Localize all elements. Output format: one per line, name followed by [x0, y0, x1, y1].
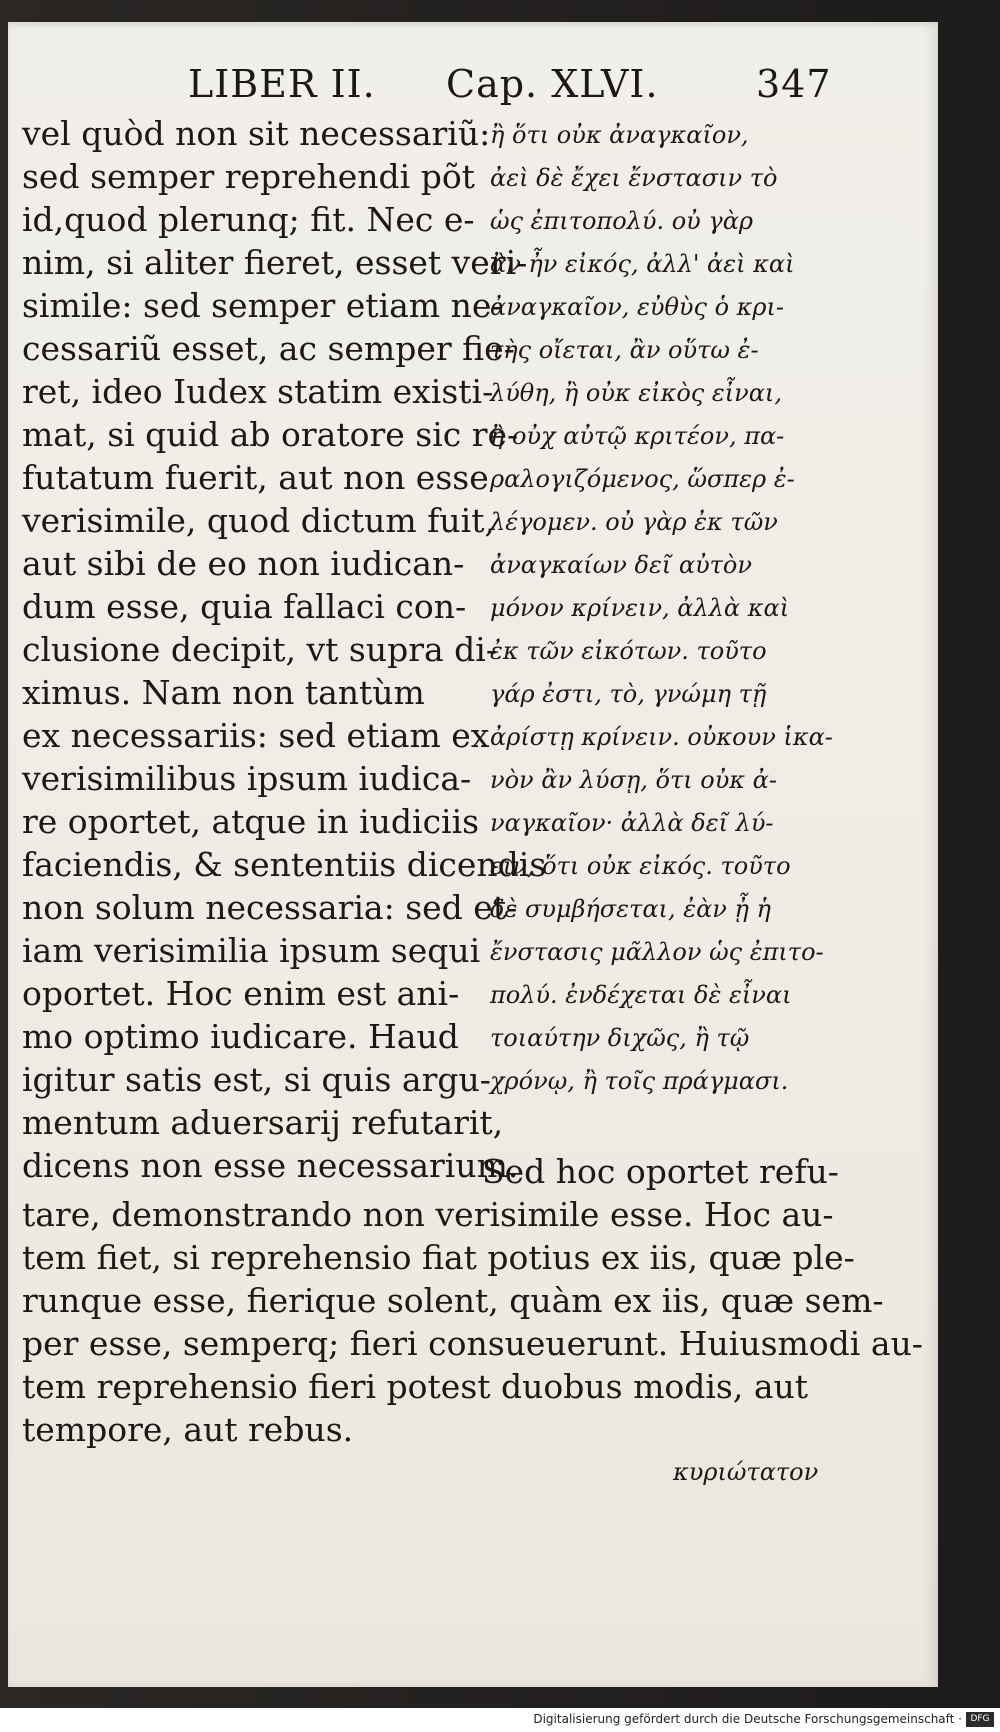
- text-line: per esse, semperq; fieri consueuerunt. Huiusmodi au-: [22, 1324, 923, 1363]
- greek-line: γάρ ἐστι, τὸ, γνώμη τῇ: [490, 680, 767, 708]
- dfg-logo: DFG: [966, 1712, 994, 1727]
- latin-line: cessariũ esset, ac semper fie-: [22, 329, 515, 368]
- greek-line: τὴς οἴεται, ἂν οὕτω ἐ-: [490, 336, 759, 364]
- greek-line: ἢ οὐχ αὐτῷ κριτέον, πα-: [490, 422, 785, 450]
- latin-line: verisimilibus ipsum iudica-: [22, 759, 472, 798]
- latin-line: verisimile, quod dictum fuit,: [22, 501, 495, 540]
- text-line: Sed hoc oportet refu-: [482, 1152, 839, 1191]
- latin-line: non solum necessaria: sed et-: [22, 888, 518, 927]
- greek-column: [490, 114, 833, 1103]
- latin-line: dum esse, quia fallaci con-: [22, 587, 467, 626]
- catchword: κυριώτατον: [673, 1458, 819, 1486]
- latin-line: faciendis, & sententiis dicendis: [22, 845, 547, 884]
- latin-line: aut sibi de eo non iudican-: [22, 544, 465, 583]
- greek-line: δὲ συμβήσεται, ἐὰν ᾖ ἡ: [490, 895, 771, 923]
- latin-line: futatum fuerit, aut non esse: [22, 458, 489, 497]
- text-line: tem reprehensio fieri potest duobus modis, aut: [22, 1367, 809, 1406]
- greek-line: χρόνῳ, ἢ τοῖς πράγμασι.: [490, 1067, 789, 1095]
- text-line: tem fiet, si reprehensio fiat potius ex iis, quæ ple-: [22, 1238, 855, 1277]
- greek-line: μόνον κρίνειν, ἀλλὰ καὶ: [490, 594, 790, 622]
- greek-line: ειν, ὅτι οὐκ εἰκός. τοῦτο: [490, 852, 791, 880]
- latin-line: ret, ideo Iudex statim existi-: [22, 372, 494, 411]
- full-width-paragraph: [22, 1150, 923, 1451]
- latin-line: sed semper reprehendi põt: [22, 157, 475, 196]
- latin-line: igitur satis est, si quis argu-: [22, 1060, 491, 1099]
- greek-line: πολύ. ἐνδέχεται δὲ εἶναι: [490, 981, 792, 1009]
- header-chapter: Cap. XLVI.: [446, 62, 659, 106]
- greek-line: ἀναγκαῖον, εὐθὺς ὁ κρι-: [490, 293, 785, 321]
- digitization-footer: [0, 1708, 1000, 1732]
- latin-line: simile: sed semper etiam ne-: [22, 286, 503, 325]
- greek-line: ἂν ἦν εἰκός, ἀλλ' ἀεὶ καὶ: [490, 250, 795, 278]
- greek-line: ἀεὶ δὲ ἔχει ἔνστασιν τὸ: [490, 164, 778, 192]
- greek-line: λέγομεν. οὐ γὰρ ἐκ τῶν: [490, 508, 778, 536]
- latin-line: mentum aduersarij refutarit,: [22, 1103, 504, 1142]
- text-line: tare, demonstrando non verisimile esse. Hoc au-: [22, 1195, 834, 1234]
- latin-line: mo optimo iudicare. Haud: [22, 1017, 459, 1056]
- greek-line: ὡς ἐπιτοπολύ. οὐ γὰρ: [490, 207, 754, 235]
- header-book: LIBER II.: [188, 62, 376, 106]
- page-number: 347: [756, 62, 832, 106]
- greek-line: λύθη, ἢ οὐκ εἰκὸς εἶναι,: [490, 379, 782, 407]
- latin-line: ex necessariis: sed etiam ex: [22, 716, 490, 755]
- greek-line: ραλογιζόμενος, ὥσπερ ἐ-: [490, 465, 795, 493]
- latin-line: vel quòd non sit necessariũ:: [22, 114, 491, 153]
- greek-line: νὸν ἂν λύσῃ, ὅτι οὐκ ἀ-: [490, 766, 777, 794]
- greek-line: τοιαύτην διχῶς, ἢ τῷ: [490, 1024, 750, 1052]
- latin-line: re oportet, atque in iudiciis: [22, 802, 480, 841]
- latin-line: iam verisimilia ipsum sequi: [22, 931, 481, 970]
- latin-line: ximus. Nam non tantùm: [22, 673, 425, 712]
- latin-line: oportet. Hoc enim est ani-: [22, 974, 460, 1013]
- greek-line: ἐκ τῶν εἰκότων. τοῦτο: [490, 637, 767, 665]
- greek-line: ναγκαῖον· ἀλλὰ δεῖ λύ-: [490, 809, 774, 837]
- latin-line: clusione decipit, vt supra di-: [22, 630, 498, 669]
- text-line: tempore, aut rebus.: [22, 1410, 354, 1449]
- greek-line: ἔνστασις μᾶλλον ὡς ἐπιτο-: [490, 938, 824, 966]
- greek-line: ἀναγκαίων δεῖ αὐτὸν: [490, 551, 752, 579]
- greek-line: ἢ ὅτι οὐκ ἀναγκαῖον,: [490, 121, 749, 149]
- greek-line: ἀρίστῃ κρίνειν. οὐκουν ἱκα-: [490, 723, 833, 751]
- latin-line: dicens non esse necessarium.: [22, 1146, 519, 1185]
- latin-column: [22, 112, 547, 1187]
- running-header: [188, 62, 832, 118]
- text-line: runque esse, fierique solent, quàm ex iis, quæ sem-: [22, 1281, 884, 1320]
- latin-line: mat, si quid ab oratore sic re-: [22, 415, 519, 454]
- latin-line: nim, si aliter fieret, esset veri-: [22, 243, 528, 282]
- latin-line: id,quod plerunq; fit. Nec e-: [22, 200, 475, 239]
- footer-credit: Digitalisierung gefördert durch die Deutsche Forschungsgemeinschaft ·: [533, 1712, 962, 1726]
